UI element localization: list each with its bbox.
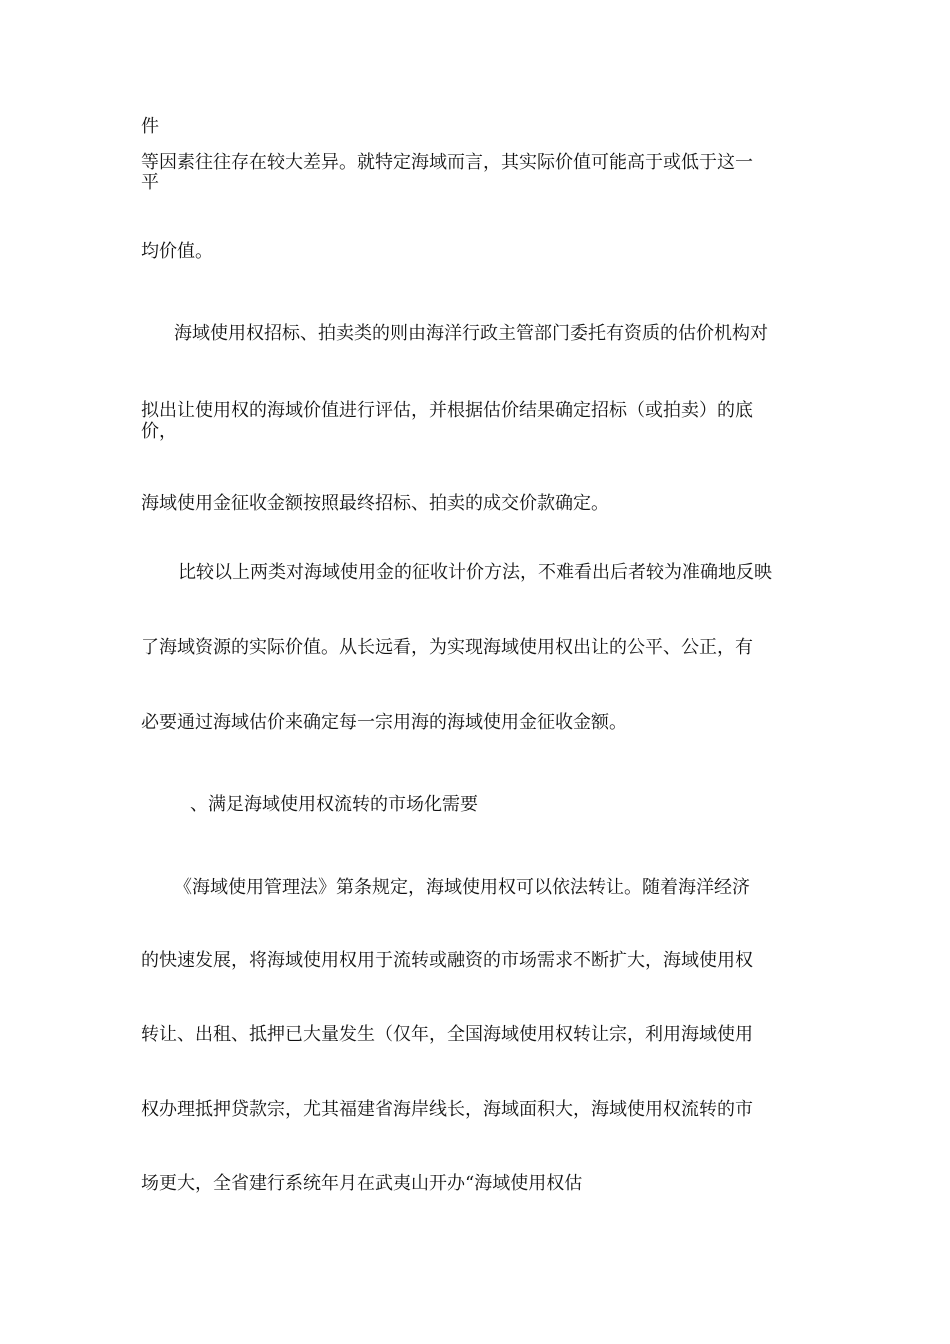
- text-line: 拟出让使用权的海域价值进行评估，并根据估价结果确定招标（或拍卖）的底: [141, 400, 753, 421]
- text-line: 的快速发展，将海域使用权用于流转或融资的市场需求不断扩大，海域使用权: [141, 950, 753, 971]
- text-line: 件: [141, 116, 159, 137]
- text-line: 等因素往往存在较大差异。就特定海域而言，其实际价值可能高于或低于这一: [141, 152, 753, 173]
- paragraph-first-line: 海域使用权招标、拍卖类的则由海洋行政主管部门委托有资质的估价机构对: [174, 323, 768, 344]
- text-line: 了海域资源的实际价值。从长远看，为实现海域使用权出让的公平、公正，有: [141, 637, 753, 658]
- text-line: 平: [141, 172, 159, 193]
- text-line: 必要通过海域估价来确定每一宗用海的海域使用金征收金额。: [141, 712, 627, 733]
- paragraph-first-line: 比较以上两类对海域使用金的征收计价方法，不难看出后者较为准确地反映: [178, 562, 772, 583]
- text-line: 转让、出租、抵押已大量发生（仅年，全国海域使用权转让宗，利用海域使用: [141, 1024, 753, 1045]
- section-heading: 、满足海域使用权流转的市场化需要: [190, 794, 478, 815]
- text-line: 均价值。: [141, 241, 213, 262]
- text-line: 海域使用金征收金额按照最终招标、拍卖的成交价款确定。: [141, 493, 609, 514]
- text-line: 权办理抵押贷款宗，尤其福建省海岸线长，海域面积大，海域使用权流转的市: [141, 1099, 753, 1120]
- paragraph-first-line: 《海域使用管理法》第条规定，海域使用权可以依法转让。随着海洋经济: [174, 877, 750, 898]
- text-line: 场更大，全省建行系统年月在武夷山开办“海域使用权估: [141, 1173, 583, 1194]
- text-line: 价，: [141, 421, 177, 442]
